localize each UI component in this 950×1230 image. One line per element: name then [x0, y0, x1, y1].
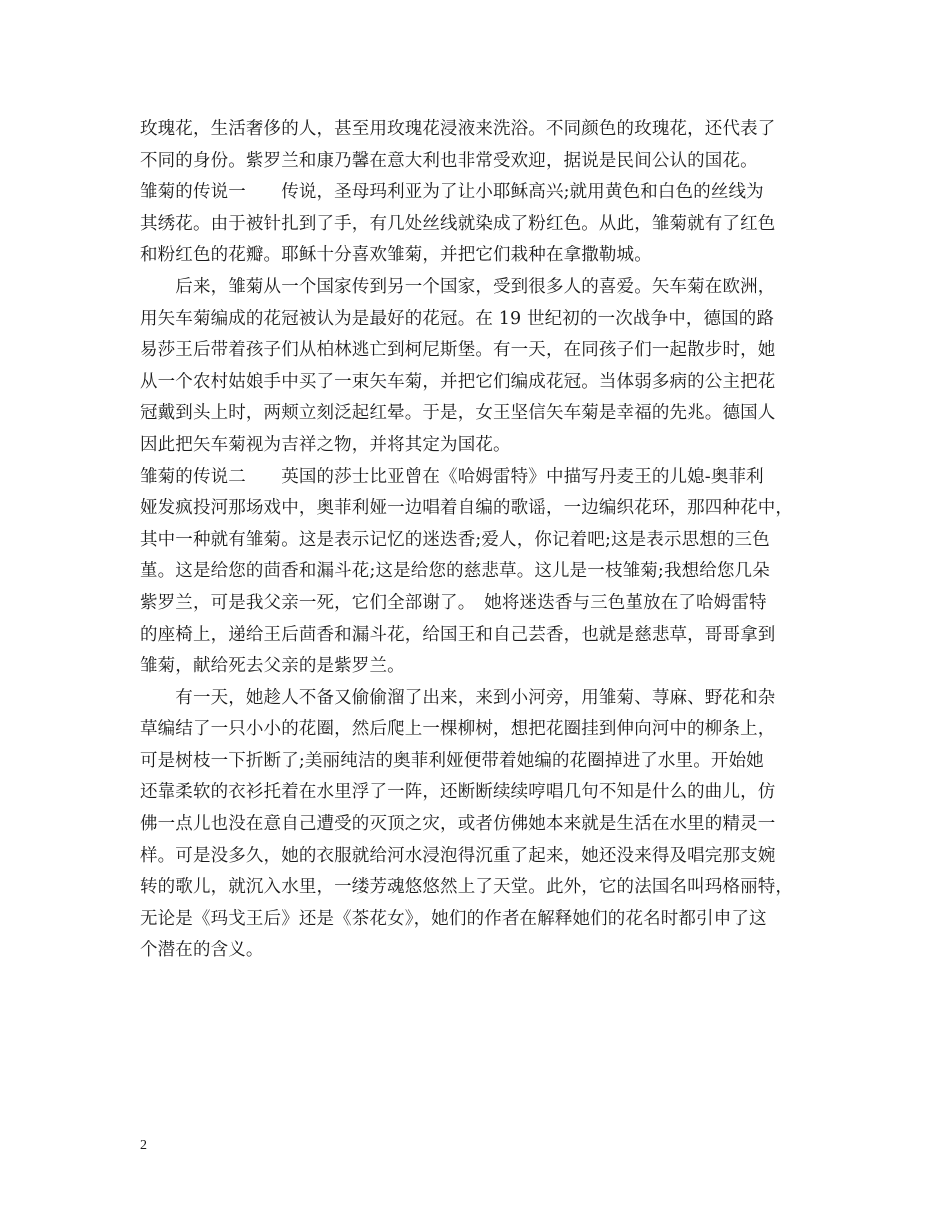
text-line: 用矢车菊编成的花冠被认为是最好的花冠。在 19 世纪初的一次战争中，德国的路	[140, 308, 775, 329]
text-line: 可是树枝一下折断了;美丽纯洁的奥菲利娅便带着她编的花圈掉进了水里。开始她	[140, 750, 764, 771]
text-line: 后来，雏菊从一个国家传到另一个国家，受到很多人的喜爱。矢车菊在欧洲，	[140, 276, 776, 297]
text-line: 从一个农村姑娘手中买了一束矢车菊，并把它们编成花冠。当体弱多病的公主把花	[140, 371, 776, 392]
text-line: 易莎王后带着孩子们从柏林逃亡到柯尼斯堡。有一天，在同孩子们一起散步时，她	[140, 340, 776, 361]
text-line: 堇。这是给您的茴香和漏斗花;这是给您的慈悲草。这儿是一枝雏菊;我想给您几朵	[140, 561, 770, 582]
text-line: 娅发疯投河那场戏中，奥菲利娅一边唱着自编的歌谣，一边编织花环，那四种花中，	[140, 498, 794, 519]
text-line: 雏菊的传说二 英国的莎士比亚曾在《哈姆雷特》中描写丹麦王的儿媳-奥菲利	[140, 466, 764, 487]
text-line: 佛一点儿也没在意自己遭受的灭顶之灾，或者仿佛她本来就是生活在水里的精灵一	[140, 814, 776, 835]
text-line: 雏菊，献给死去父亲的是紫罗兰。	[140, 656, 405, 677]
text-line: 还靠柔软的衣衫托着在水里浮了一阵，还断断续续哼唱几句不知是什么的曲儿，仿	[140, 782, 776, 803]
text-line: 冠戴到头上时，两颊立刻泛起红晕。于是，女王坚信矢车菊是幸福的先兆。德国人	[140, 403, 776, 424]
text-line: 雏菊的传说一 传说，圣母玛利亚为了让小耶稣高兴;就用黄色和白色的丝线为	[140, 182, 764, 203]
text-line: 玫瑰花，生活奢侈的人，甚至用玫瑰花浸液来洗浴。不同颜色的玫瑰花，还代表了	[140, 119, 776, 139]
text-line: 和粉红色的花瓣。耶稣十分喜欢雏菊，并把它们栽种在拿撒勒城。	[140, 245, 652, 266]
text-line: 草编结了一只小小的花圈，然后爬上一棵柳树，想把花圈挂到伸向河中的柳条上，	[140, 719, 776, 740]
text-line: 其中一种就有雏菊。这是表示记忆的迷迭香;爱人，你记着吧;这是表示思想的三色	[140, 529, 770, 550]
text-line: 有一天，她趁人不备又偷偷溜了出来，来到小河旁，用雏菊、荨麻、野花和杂	[140, 687, 776, 708]
text-line: 其绣花。由于被针扎到了手，有几处丝线就染成了粉红色。从此，雏菊就有了红色	[140, 213, 776, 234]
text-line: 转的歌儿，就沉入水里，一缕芳魂悠悠然上了天堂。此外，它的法国名叫玛格丽特，	[140, 877, 794, 898]
text-line: 个潜在的含义。	[140, 940, 264, 961]
text-line: 的座椅上，递给王后茴香和漏斗花，给国王和自己芸香，也就是慈悲草，哥哥拿到	[140, 624, 776, 645]
page-number: 2	[140, 1138, 147, 1153]
text-line: 因此把矢车菊视为吉祥之物，并将其定为国花。	[140, 434, 511, 455]
text-line: 无论是《玛戈王后》还是《茶花女》，她们的作者在解释她们的花名时都引申了这	[140, 908, 767, 929]
text-line: 不同的身份。紫罗兰和康乃馨在意大利也非常受欢迎，据说是民间公认的国花。	[140, 150, 758, 171]
text-line: 样。可是没多久，她的衣服就给河水浸泡得沉重了起来，她还没来得及唱完那支婉	[140, 845, 776, 866]
body-text	[140, 114, 820, 967]
text-line: 紫罗兰，可是我父亲一死，它们全部谢了。 她将迷迭香与三色堇放在了哈姆雷特	[140, 592, 767, 613]
